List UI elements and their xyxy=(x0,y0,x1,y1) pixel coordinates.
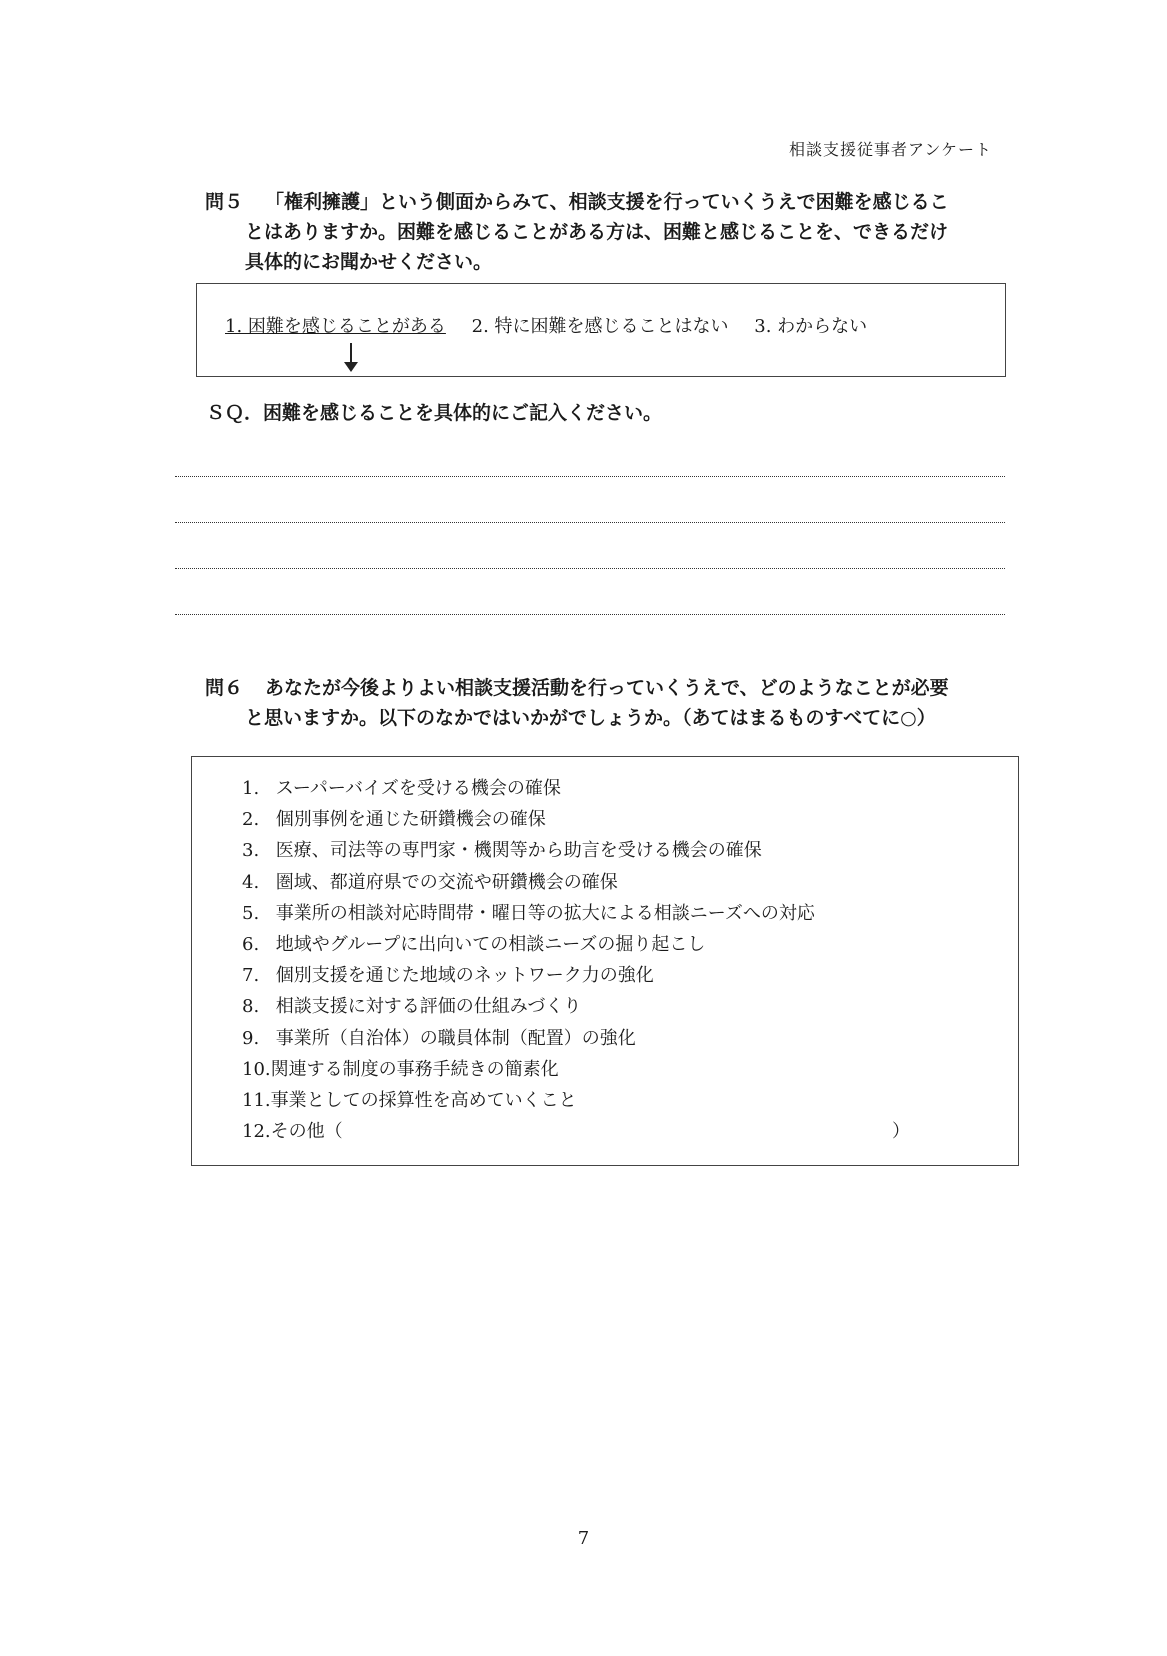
q6-option[interactable]: 10.関連する制度の事務手続きの簡素化 xyxy=(242,1058,559,1080)
q6-option[interactable]: 11.事業としての採算性を高めていくこと xyxy=(242,1090,577,1112)
answer-line[interactable] xyxy=(175,614,1005,615)
question-5-text-line: 具体的にお聞かせください。 xyxy=(245,251,493,273)
question-6-text-line: と思いますか。以下のなかではいかがでしょうか。（あてはまるものすべてに○） xyxy=(245,707,936,729)
question-6-text-line: あなたが今後よりよい相談支援活動を行っていくうえで、どのようなことが必要 xyxy=(265,677,949,699)
q5-option-2[interactable]: 2. 特に困難を感じることはない xyxy=(471,316,729,337)
q6-option[interactable]: 7. 個別支援を通じた地域のネットワーク力の強化 xyxy=(242,965,654,987)
arrow-head-icon xyxy=(344,362,358,372)
sub-question-title: ＳＱ．困難を感じることを具体的にご記入ください。 xyxy=(206,402,663,424)
q6-option[interactable]: 4. 圏域、都道府県での交流や研鑽機会の確保 xyxy=(242,871,618,893)
question-5-options-box xyxy=(196,283,1006,377)
question-6 xyxy=(205,673,1005,733)
question-6-number: 問６ xyxy=(205,677,244,699)
q6-option[interactable]: 2. 個別事例を通じた研鑽機会の確保 xyxy=(242,809,546,831)
answer-line[interactable] xyxy=(175,568,1005,569)
survey-title: 相談支援従事者アンケート xyxy=(788,140,992,159)
page-number: 7 xyxy=(577,1528,590,1549)
question-5 xyxy=(205,187,1005,277)
q5-option-1[interactable]: 1. 困難を感じることがある xyxy=(225,316,446,337)
question-5-text-line: 「権利擁護」という側面からみて、相談支援を行っていくうえで困難を感じるこ xyxy=(265,191,949,213)
q6-option-list xyxy=(242,773,910,1147)
q6-option-other[interactable]: 12.その他（ ） xyxy=(242,1116,815,1147)
other-close-paren: ） xyxy=(892,1121,910,1143)
q6-option[interactable]: 3. 医療、司法等の専門家・機関等から助言を受ける機会の確保 xyxy=(242,840,762,862)
q6-option[interactable]: 8. 相談支援に対する評価の仕組みづくり xyxy=(242,996,582,1018)
answer-line[interactable] xyxy=(175,522,1005,523)
q6-option[interactable]: 9. 事業所（自治体）の職員体制（配置）の強化 xyxy=(242,1027,636,1049)
q6-option[interactable]: 5. 事業所の相談対応時間帯・曜日等の拡大による相談ニーズへの対応 xyxy=(242,902,815,924)
question-5-number: 問５ xyxy=(205,191,244,213)
q6-option[interactable]: 6. 地域やグループに出向いての相談ニーズの掘り起こし xyxy=(242,934,706,956)
q6-option[interactable]: 1. スーパーバイズを受ける機会の確保 xyxy=(242,778,561,799)
question-6-options-box xyxy=(191,756,1019,1166)
question-5-text-line: とはありますか。困難を感じることがある方は、困難と感じることを、できるだけ xyxy=(245,221,949,243)
q5-option-3[interactable]: 3. わからない xyxy=(754,316,868,337)
answer-line[interactable] xyxy=(175,476,1005,477)
